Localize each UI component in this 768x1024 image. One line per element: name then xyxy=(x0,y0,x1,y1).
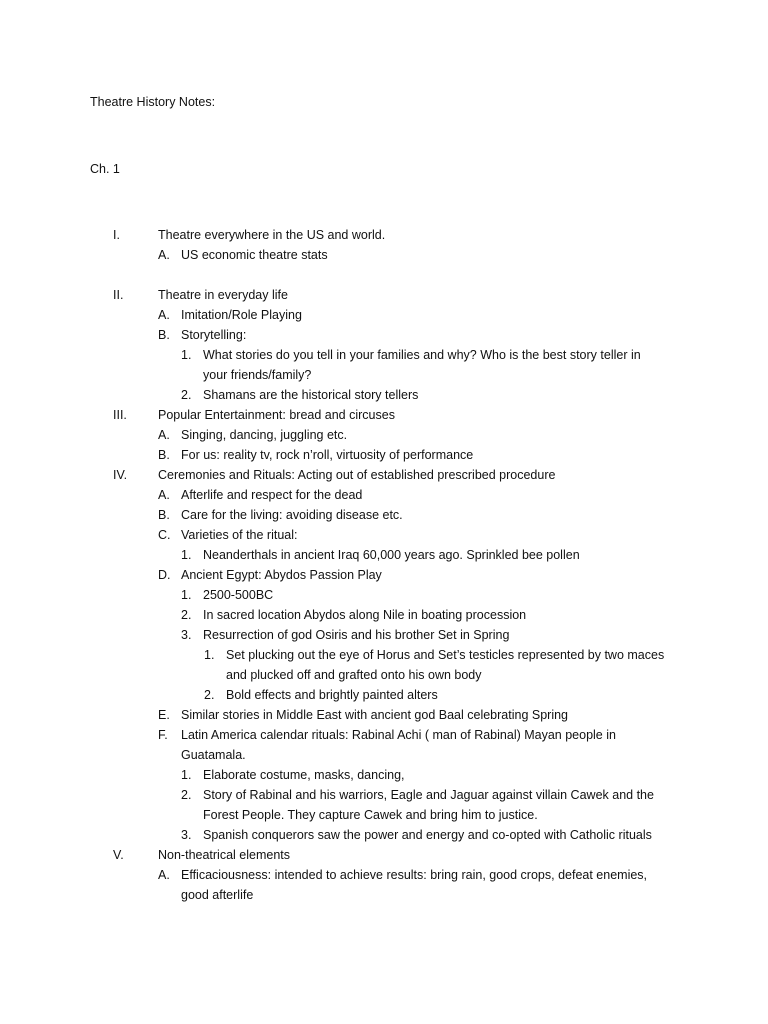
outline-marker: 2. xyxy=(181,788,192,802)
outline-text: Bold effects and brightly painted alters xyxy=(226,688,438,702)
outline-text: Efficaciousness: intended to achieve results: bring rain, good crops, defeat enemies, good afterlife xyxy=(181,868,648,902)
outline-item-level-2 xyxy=(0,725,768,765)
outline-item-level-2 xyxy=(0,565,768,585)
outline-item-level-1 xyxy=(0,405,768,425)
outline-item-level-2 xyxy=(0,705,768,725)
outline-text: Spanish conquerors saw the power and energy and co-opted with Catholic rituals xyxy=(203,828,652,842)
outline-marker: 2. xyxy=(181,388,192,402)
outline-item-level-3 xyxy=(0,785,768,825)
outline-marker: A. xyxy=(158,248,170,262)
outline-text: Ancient Egypt: Abydos Passion Play xyxy=(181,568,382,582)
outline-item-level-3 xyxy=(0,345,768,385)
outline-marker: A. xyxy=(158,868,170,882)
outline-text: US economic theatre stats xyxy=(181,248,328,262)
outline-marker: II. xyxy=(113,288,124,302)
outline-item-level-4 xyxy=(0,685,768,705)
outline-spacer xyxy=(0,265,768,285)
outline-marker: 1. xyxy=(181,588,192,602)
outline-marker: 3. xyxy=(181,828,192,842)
outline-item-level-3 xyxy=(0,605,768,625)
outline-item-level-4 xyxy=(0,645,768,685)
outline-marker: 2. xyxy=(204,688,215,702)
outline-item-level-2 xyxy=(0,305,768,325)
notes-outline xyxy=(0,225,768,905)
outline-marker: F. xyxy=(158,728,168,742)
outline-item-level-3 xyxy=(0,585,768,605)
outline-text: What stories do you tell in your families and why? Who is the best story teller in your friends/family? xyxy=(203,348,641,382)
outline-marker: E. xyxy=(158,708,170,722)
outline-item-level-2 xyxy=(0,325,768,345)
outline-text: In sacred location Abydos along Nile in boating procession xyxy=(203,608,527,622)
outline-item-level-1 xyxy=(0,845,768,865)
outline-marker: C. xyxy=(158,528,171,542)
outline-marker: B. xyxy=(158,508,170,522)
outline-marker: 1. xyxy=(181,348,192,362)
outline-item-level-2 xyxy=(0,505,768,525)
outline-marker: V. xyxy=(113,848,124,862)
outline-marker: D. xyxy=(158,568,171,582)
outline-text: Afterlife and respect for the dead xyxy=(181,488,363,502)
outline-text: Story of Rabinal and his warriors, Eagle and Jaguar against villain Cawek and the Forest People. They capture Cawek and bring him to justice. xyxy=(203,788,654,822)
outline-marker: 2. xyxy=(181,608,192,622)
outline-text: Latin America calendar rituals: Rabinal Achi ( man of Rabinal) Mayan people in Guatamala. xyxy=(181,728,616,762)
outline-text: Popular Entertainment: bread and circuses xyxy=(158,408,395,422)
outline-item-level-1 xyxy=(0,285,768,305)
outline-text: Singing, dancing, juggling etc. xyxy=(181,428,348,442)
outline-text: Elaborate costume, masks, dancing, xyxy=(203,768,405,782)
outline-text: Neanderthals in ancient Iraq 60,000 years ago. Sprinkled bee pollen xyxy=(203,548,580,562)
outline-item-level-3 xyxy=(0,765,768,785)
outline-marker: A. xyxy=(158,488,170,502)
chapter-heading: Ch. 1 xyxy=(90,162,120,176)
outline-item-level-3 xyxy=(0,825,768,845)
outline-marker: 1. xyxy=(204,648,215,662)
outline-marker: A. xyxy=(158,308,170,322)
outline-marker: III. xyxy=(113,408,127,422)
outline-marker: 1. xyxy=(181,768,192,782)
outline-marker: 1. xyxy=(181,548,192,562)
outline-marker: IV. xyxy=(113,468,128,482)
outline-text: Care for the living: avoiding disease etc. xyxy=(181,508,403,522)
outline-text: 2500-500BC xyxy=(203,588,274,602)
outline-marker: I. xyxy=(113,228,120,242)
outline-marker: A. xyxy=(158,428,170,442)
outline-item-level-2 xyxy=(0,525,768,545)
outline-text: Varieties of the ritual: xyxy=(181,528,298,542)
outline-item-level-3 xyxy=(0,625,768,645)
outline-text: Shamans are the historical story tellers xyxy=(203,388,419,402)
outline-text: Theatre in everyday life xyxy=(158,288,288,302)
outline-text: Resurrection of god Osiris and his brother Set in Spring xyxy=(203,628,510,642)
outline-item-level-3 xyxy=(0,385,768,405)
outline-text: Similar stories in Middle East with ancient god Baal celebrating Spring xyxy=(181,708,568,722)
outline-text: Ceremonies and Rituals: Acting out of established prescribed procedure xyxy=(158,468,556,482)
outline-text: For us: reality tv, rock n’roll, virtuosity of performance xyxy=(181,448,474,462)
outline-item-level-2 xyxy=(0,245,768,265)
outline-item-level-2 xyxy=(0,865,768,905)
outline-item-level-1 xyxy=(0,225,768,245)
outline-marker: B. xyxy=(158,448,170,462)
outline-item-level-1 xyxy=(0,465,768,485)
outline-item-level-2 xyxy=(0,445,768,465)
outline-item-level-3 xyxy=(0,545,768,565)
outline-text: Storytelling: xyxy=(181,328,247,342)
outline-text: Non-theatrical elements xyxy=(158,848,291,862)
outline-marker: B. xyxy=(158,328,170,342)
outline-marker: 3. xyxy=(181,628,192,642)
document-title: Theatre History Notes: xyxy=(90,95,216,109)
outline-item-level-2 xyxy=(0,425,768,445)
outline-item-level-2 xyxy=(0,485,768,505)
outline-text: Set plucking out the eye of Horus and Set’s testicles represented by two maces and plucked off and grafted onto his own body xyxy=(226,648,665,682)
outline-text: Imitation/Role Playing xyxy=(181,308,302,322)
outline-text: Theatre everywhere in the US and world. xyxy=(158,228,386,242)
